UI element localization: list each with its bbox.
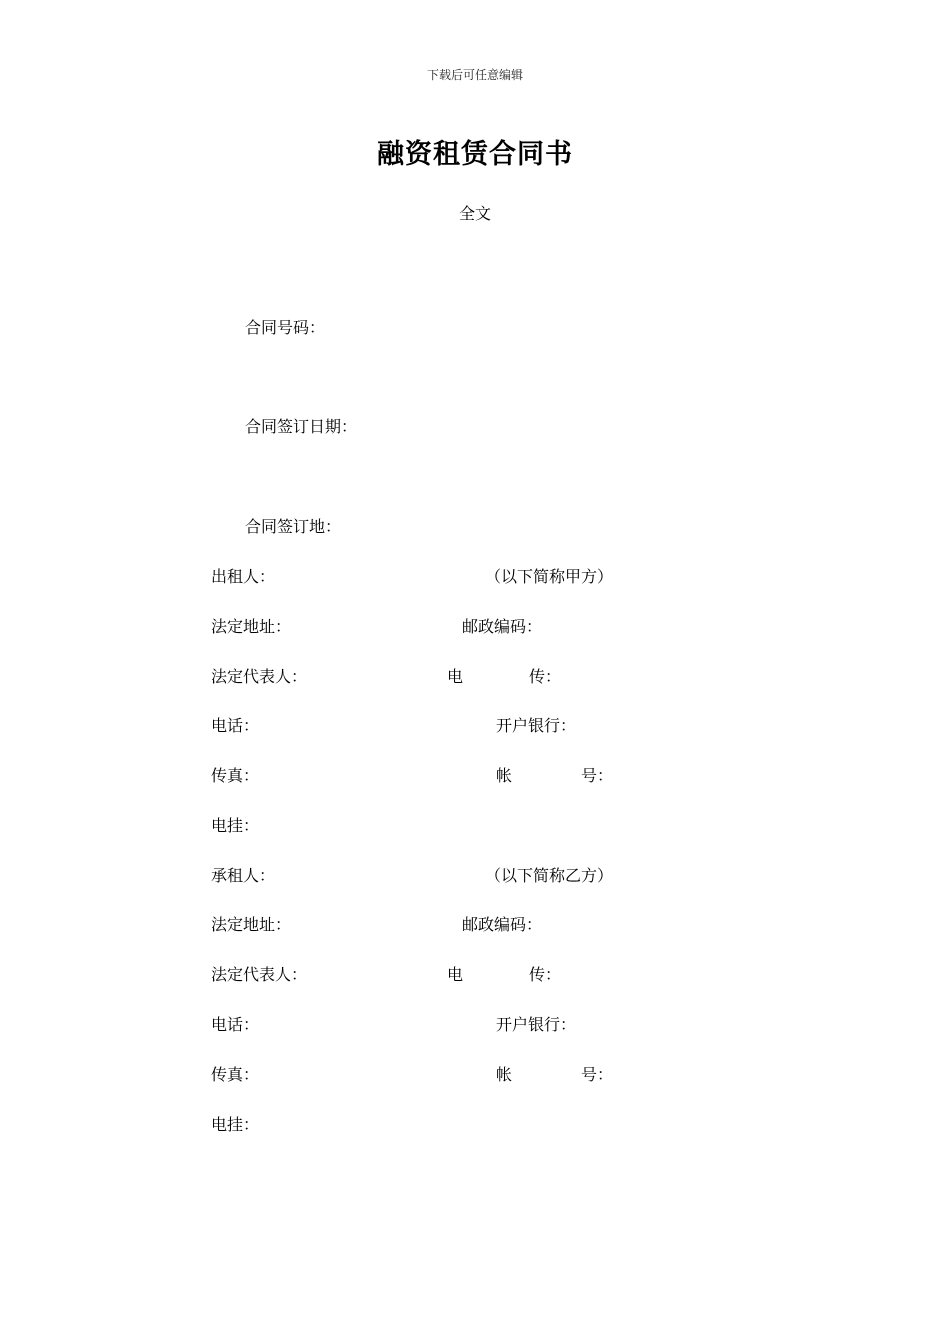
lessor-postcode-label: 邮政编码：	[462, 617, 543, 636]
document-subtitle: 全文	[458, 204, 491, 223]
lessor-telex-label: 电挂：	[211, 816, 260, 835]
contract-sign-place-label: 合同签订地：	[245, 517, 342, 536]
lessor-address-row	[211, 614, 631, 636]
lessor-telex-row	[211, 813, 631, 835]
lessee-bank-label: 开户银行：	[496, 1015, 577, 1034]
lessor-fax-row	[211, 763, 631, 785]
lessor-rep-label: 法定代表人：	[211, 667, 308, 686]
lessee-address-row	[211, 912, 631, 934]
lessee-abbr-note: （以下简称乙方）	[485, 866, 614, 885]
lessee-telex-row	[211, 1112, 631, 1134]
lessor-bank-label: 开户银行：	[496, 716, 577, 735]
lessor-rep-row	[211, 664, 631, 686]
lessee-account-char-zhang: 帐	[496, 1065, 513, 1084]
lessee-rep-row	[211, 962, 631, 984]
lessor-address-label: 法定地址：	[211, 617, 292, 636]
lessor-telefax-char-dian: 电	[447, 667, 464, 686]
lessor-abbr-note: （以下简称甲方）	[485, 567, 614, 586]
lessee-address-label: 法定地址：	[211, 915, 292, 934]
lessee-postcode-label: 邮政编码：	[462, 915, 543, 934]
contract-number-label: 合同号码：	[245, 318, 326, 337]
lessor-phone-label: 电话：	[211, 716, 260, 735]
lessee-phone-row	[211, 1012, 631, 1034]
lessee-telex-label: 电挂：	[211, 1115, 260, 1134]
document-title: 融资租赁合同书	[377, 139, 573, 170]
lessee-name-label: 承租人：	[211, 866, 276, 885]
lessee-telefax-char-dian: 电	[447, 965, 464, 984]
contract-sign-date-label: 合同签订日期：	[245, 417, 358, 436]
lessor-telefax-char-chuan: 传：	[529, 667, 562, 686]
lessor-account-char-hao: 号：	[581, 766, 614, 785]
lessee-fax-row	[211, 1062, 631, 1084]
lessor-name-row	[211, 564, 631, 586]
lessee-telefax-char-chuan: 传：	[529, 965, 562, 984]
lessor-fax-label: 传真：	[211, 766, 260, 785]
lessee-fax-label: 传真：	[211, 1065, 260, 1084]
lessee-rep-label: 法定代表人：	[211, 965, 308, 984]
lessor-phone-row	[211, 713, 631, 735]
lessor-account-char-zhang: 帐	[496, 766, 513, 785]
lessee-account-char-hao: 号：	[581, 1065, 614, 1084]
lessee-name-row	[211, 863, 631, 885]
header-note: 下载后可任意编辑	[426, 68, 523, 82]
lessor-name-label: 出租人：	[211, 567, 276, 586]
lessee-phone-label: 电话：	[211, 1015, 260, 1034]
